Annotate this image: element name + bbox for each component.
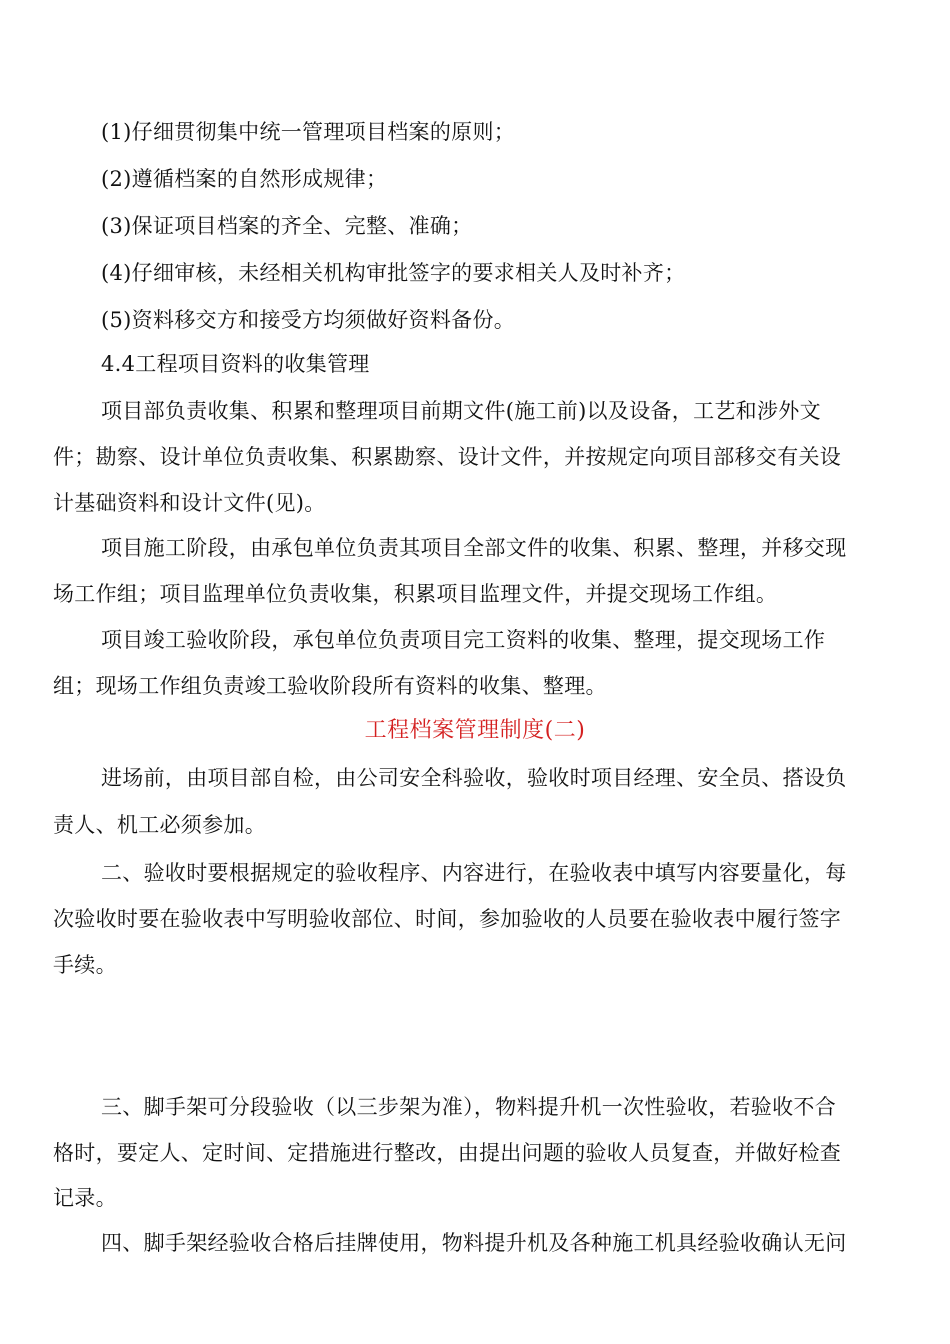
paragraph-line: 四、脚手架经验收合格后挂牌使用，物料提升机及各种施工机具经验收确认无问 — [101, 1231, 847, 1255]
list-item: (2)遵循档案的自然形成规律； — [101, 167, 388, 191]
paragraph-line: 次验收时要在验收表中写明验收部位、时间，参加验收的人员要在验收表中履行签字 — [53, 907, 842, 931]
paragraph-line: 项目竣工验收阶段，承包单位负责项目完工资料的收集、整理，提交现场工作 — [101, 628, 826, 652]
paragraph-line: 三、脚手架可分段验收（以三步架为准），物料提升机一次性验收，若验收不合 — [101, 1095, 836, 1119]
list-item: (5)资料移交方和接受方均须做好资料备份。 — [101, 308, 516, 332]
paragraph-line: 项目部负责收集、积累和整理项目前期文件(施工前)以及设备，工艺和涉外文 — [101, 399, 821, 423]
section-heading: 4.4工程项目资料的收集管理 — [101, 352, 370, 376]
document-title: 工程档案管理制度(二) — [364, 718, 586, 743]
paragraph-line: 件；勘察、设计单位负责收集、积累勘察、设计文件，并按规定向项目部移交有关设 — [53, 445, 842, 469]
paragraph-line: 二、验收时要根据规定的验收程序、内容进行，在验收表中填写内容要量化，每 — [101, 861, 847, 885]
list-item: (4)仔细审核，未经相关机构审批签字的要求相关人及时补齐； — [101, 261, 686, 285]
paragraph-line: 格时，要定人、定时间、定措施进行整改，由提出问题的验收人员复查，并做好检查 — [53, 1141, 842, 1165]
paragraph-line: 项目施工阶段，由承包单位负责其项目全部文件的收集、积累、整理，并移交现 — [101, 536, 847, 560]
paragraph-line: 手续。 — [53, 953, 117, 977]
list-item: (3)保证项目档案的齐全、完整、准确； — [101, 214, 473, 238]
paragraph-line: 场工作组；项目监理单位负责收集，积累项目监理文件，并提交现场工作组。 — [53, 582, 778, 606]
paragraph-line: 责人、机工必须参加。 — [53, 813, 266, 837]
paragraph-line: 计基础资料和设计文件(见)。 — [53, 491, 326, 515]
list-item: (1)仔细贯彻集中统一管理项目档案的原则； — [101, 120, 516, 144]
paragraph-line: 记录。 — [53, 1186, 117, 1210]
paragraph-line: 进场前，由项目部自检，由公司安全科验收，验收时项目经理、安全员、搭设负 — [101, 766, 847, 790]
paragraph-line: 组；现场工作组负责竣工验收阶段所有资料的收集、整理。 — [53, 674, 607, 698]
